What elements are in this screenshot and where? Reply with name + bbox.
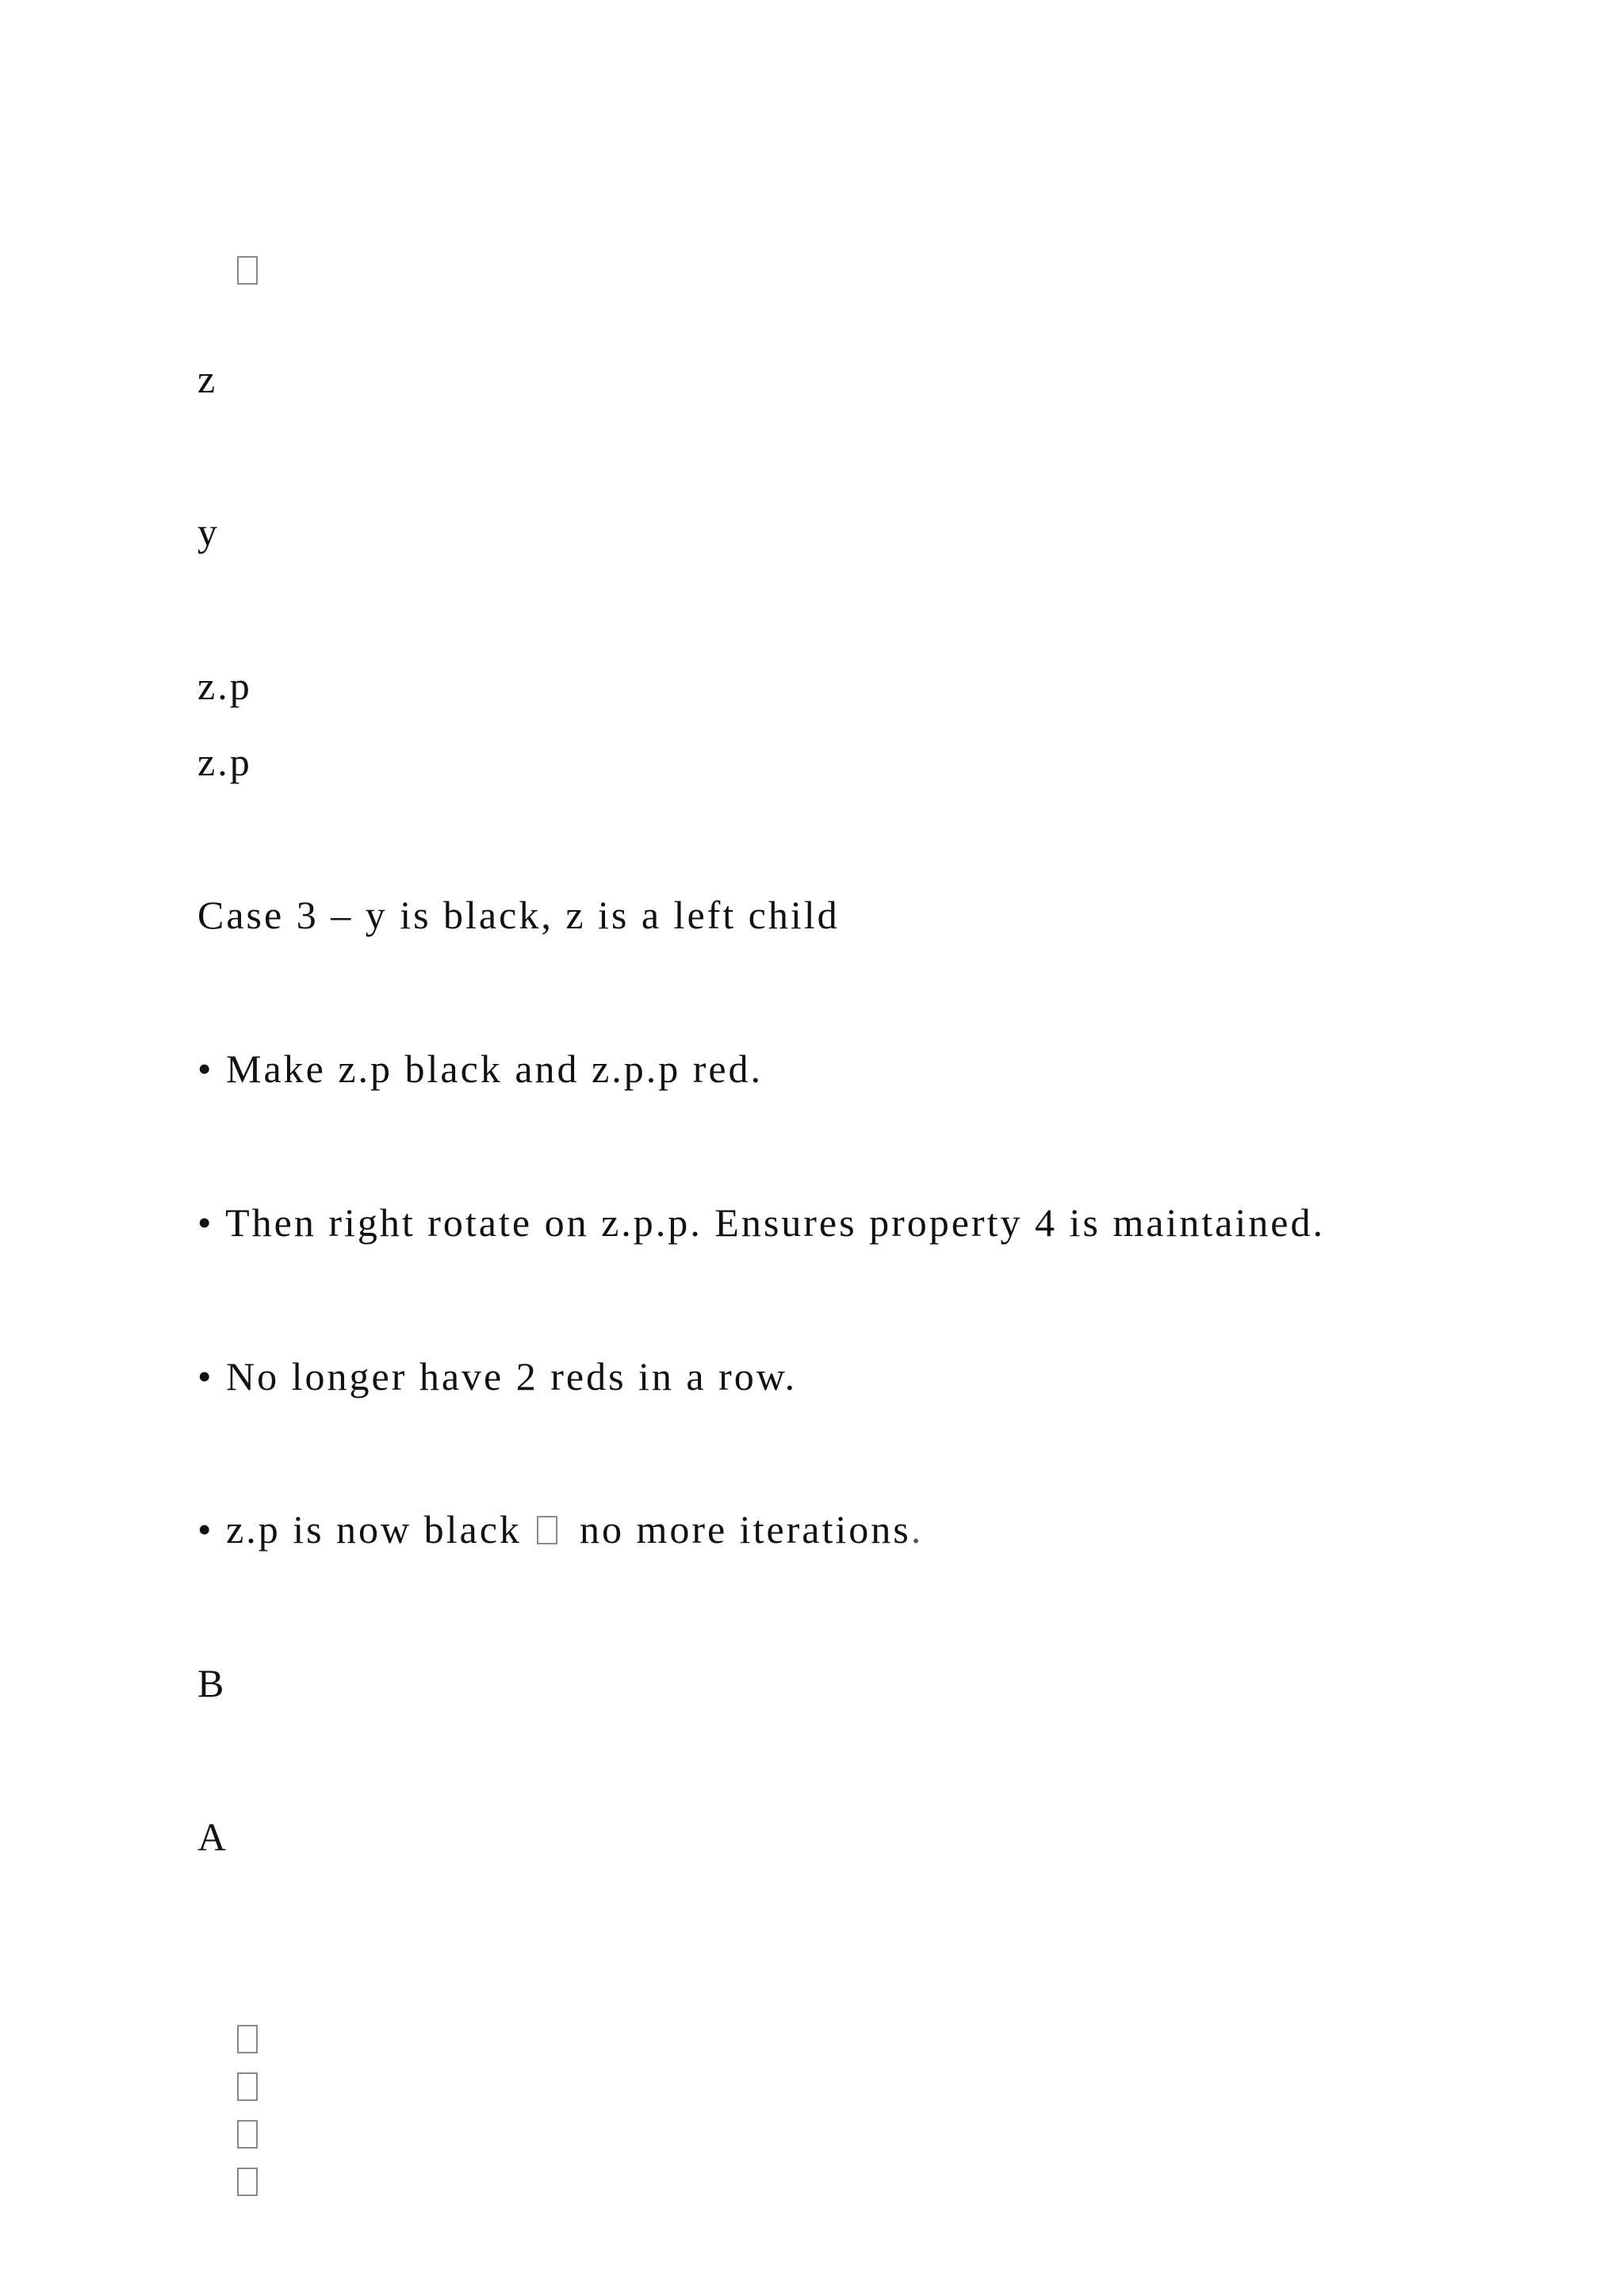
arrow-placeholder-icon — [537, 1516, 557, 1544]
bullet-make-black-red: • Make z.p black and z.p.p red. — [197, 1047, 764, 1091]
bullet-4-text-start: • z.p is now black — [197, 1507, 534, 1552]
bullet-4-text-end: no more iterations — [567, 1507, 911, 1552]
missing-glyph-icon — [237, 2025, 258, 2053]
case-heading: Case 3 – y is black, z is a left child — [197, 893, 840, 937]
bullet-4-period: . — [910, 1507, 924, 1552]
tree-node-label-z: z — [197, 357, 216, 401]
tree-node-label-y: y — [197, 510, 217, 554]
missing-glyph-icon — [237, 256, 258, 285]
missing-glyph-icon — [237, 2168, 258, 2196]
tree-node-label-b: B — [197, 1661, 224, 1705]
missing-glyph-row-bottom — [197, 1967, 285, 2252]
bullet-right-rotate: • Then right rotate on z.p.p. Ensures property 4 is maintained. — [197, 1200, 1325, 1245]
bullet-no-more-iterations — [197, 1506, 923, 1553]
missing-glyph-row-top — [197, 198, 258, 341]
tree-node-label-a: A — [197, 1815, 227, 1859]
bullet-no-two-reds: • No longer have 2 reds in a row. — [197, 1354, 798, 1399]
missing-glyph-icon — [237, 2072, 258, 2101]
tree-node-label-zp-1: z.p — [197, 664, 252, 708]
missing-glyph-icon — [237, 2120, 258, 2149]
tree-node-label-zp-2: z.p — [197, 740, 252, 784]
